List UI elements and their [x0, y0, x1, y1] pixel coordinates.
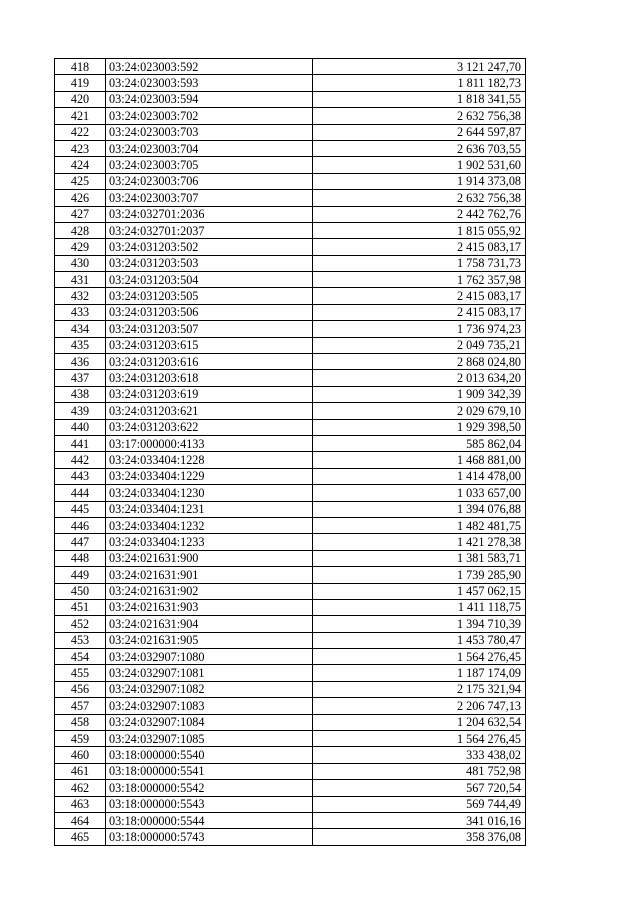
row-number-cell: 421: [55, 108, 106, 124]
row-number-cell: 424: [55, 157, 106, 173]
row-number-cell: 428: [55, 222, 106, 238]
table-row: [55, 534, 526, 550]
table-row: [55, 386, 526, 402]
cadastral-number-cell: 03:24:023003:703: [106, 124, 313, 140]
table-row: [55, 140, 526, 156]
cadastral-number-cell: 03:24:031203:618: [106, 370, 313, 386]
cadastral-number-cell: 03:24:033404:1233: [106, 534, 313, 550]
cadastral-number-cell: 03:24:031203:502: [106, 239, 313, 255]
row-number-cell: 444: [55, 485, 106, 501]
cadastral-number-cell: 03:24:031203:505: [106, 288, 313, 304]
table-row: [55, 616, 526, 632]
row-number-cell: 451: [55, 599, 106, 615]
cadastral-number-cell: 03:24:031203:622: [106, 419, 313, 435]
cadastral-number-cell: 03:24:033404:1230: [106, 485, 313, 501]
cadastral-value-cell: 3 121 247,70: [313, 59, 526, 75]
table-row: [55, 567, 526, 583]
cadastral-number-cell: 03:24:021631:900: [106, 550, 313, 566]
table-body: [55, 59, 526, 846]
row-number-cell: 418: [55, 59, 106, 75]
cadastral-value-cell: 341 016,16: [313, 812, 526, 828]
cadastral-value-cell: 569 744,49: [313, 796, 526, 812]
row-number-cell: 460: [55, 747, 106, 763]
row-number-cell: 431: [55, 272, 106, 288]
cadastral-number-cell: 03:24:031203:504: [106, 272, 313, 288]
row-number-cell: 426: [55, 190, 106, 206]
row-number-cell: 433: [55, 304, 106, 320]
table-row: [55, 354, 526, 370]
cadastral-value-cell: 2 644 597,87: [313, 124, 526, 140]
cadastral-value-cell: 1 033 657,00: [313, 485, 526, 501]
table-row: [55, 681, 526, 697]
cadastral-number-cell: 03:24:023003:593: [106, 75, 313, 91]
cadastral-number-cell: 03:24:021631:905: [106, 632, 313, 648]
cadastral-value-cell: 2 636 703,55: [313, 140, 526, 156]
row-number-cell: 454: [55, 649, 106, 665]
table-row: [55, 731, 526, 747]
table-row: [55, 190, 526, 206]
row-number-cell: 446: [55, 517, 106, 533]
row-number-cell: 420: [55, 91, 106, 107]
table-row: [55, 829, 526, 845]
cadastral-number-cell: 03:18:000000:5542: [106, 780, 313, 796]
row-number-cell: 442: [55, 452, 106, 468]
table-row: [55, 698, 526, 714]
row-number-cell: 455: [55, 665, 106, 681]
table-row: [55, 812, 526, 828]
cadastral-number-cell: 03:24:031203:507: [106, 321, 313, 337]
table-row: [55, 468, 526, 484]
cadastral-value-cell: 585 862,04: [313, 435, 526, 451]
cadastral-value-cell: 1 929 398,50: [313, 419, 526, 435]
cadastral-number-cell: 03:24:021631:903: [106, 599, 313, 615]
row-number-cell: 452: [55, 616, 106, 632]
table-row: [55, 255, 526, 271]
table-row: [55, 485, 526, 501]
cadastral-value-cell: 358 376,08: [313, 829, 526, 845]
cadastral-value-cell: 1 815 055,92: [313, 222, 526, 238]
cadastral-value-cell: 333 438,02: [313, 747, 526, 763]
row-number-cell: 458: [55, 714, 106, 730]
cadastral-value-cell: 2 632 756,38: [313, 108, 526, 124]
row-number-cell: 425: [55, 173, 106, 189]
cadastral-value-cell: 1 457 062,15: [313, 583, 526, 599]
table-row: [55, 763, 526, 779]
cadastral-number-cell: 03:18:000000:5544: [106, 812, 313, 828]
cadastral-number-cell: 03:18:000000:5543: [106, 796, 313, 812]
table-row: [55, 665, 526, 681]
table-row: [55, 206, 526, 222]
cadastral-value-cell: 1 187 174,09: [313, 665, 526, 681]
cadastral-value-cell: 481 752,98: [313, 763, 526, 779]
cadastral-number-cell: 03:24:032907:1082: [106, 681, 313, 697]
row-number-cell: 448: [55, 550, 106, 566]
cadastral-value-cell: 1 736 974,23: [313, 321, 526, 337]
cadastral-value-cell: 1 411 118,75: [313, 599, 526, 615]
cadastral-number-cell: 03:24:031203:619: [106, 386, 313, 402]
cadastral-number-cell: 03:24:032907:1085: [106, 731, 313, 747]
table-row: [55, 599, 526, 615]
row-number-cell: 447: [55, 534, 106, 550]
cadastral-number-cell: 03:24:032701:2037: [106, 222, 313, 238]
cadastral-value-cell: 1 482 481,75: [313, 517, 526, 533]
row-number-cell: 440: [55, 419, 106, 435]
cadastral-value-cell: 2 868 024,80: [313, 354, 526, 370]
cadastral-value-cell: 567 720,54: [313, 780, 526, 796]
row-number-cell: 430: [55, 255, 106, 271]
cadastral-number-cell: 03:24:021631:904: [106, 616, 313, 632]
cadastral-value-cell: 2 175 321,94: [313, 681, 526, 697]
table-row: [55, 403, 526, 419]
row-number-cell: 439: [55, 403, 106, 419]
row-number-cell: 450: [55, 583, 106, 599]
table-row: [55, 239, 526, 255]
cadastral-number-cell: 03:24:031203:616: [106, 354, 313, 370]
cadastral-value-cell: 1 394 076,88: [313, 501, 526, 517]
cadastral-value-cell: 2 442 762,76: [313, 206, 526, 222]
table-row: [55, 91, 526, 107]
cadastral-value-table: [54, 58, 526, 846]
row-number-cell: 462: [55, 780, 106, 796]
row-number-cell: 457: [55, 698, 106, 714]
cadastral-number-cell: 03:24:023003:702: [106, 108, 313, 124]
table-row: [55, 304, 526, 320]
row-number-cell: 438: [55, 386, 106, 402]
cadastral-number-cell: 03:24:032701:2036: [106, 206, 313, 222]
cadastral-number-cell: 03:24:031203:621: [106, 403, 313, 419]
table-row: [55, 435, 526, 451]
row-number-cell: 464: [55, 812, 106, 828]
table-row: [55, 337, 526, 353]
table-row: [55, 517, 526, 533]
table-row: [55, 419, 526, 435]
table-row: [55, 583, 526, 599]
cadastral-value-cell: 1 739 285,90: [313, 567, 526, 583]
cadastral-value-cell: 2 013 634,20: [313, 370, 526, 386]
cadastral-value-cell: 2 029 679,10: [313, 403, 526, 419]
cadastral-number-cell: 03:24:031203:615: [106, 337, 313, 353]
cadastral-value-cell: 1 762 357,98: [313, 272, 526, 288]
row-number-cell: 461: [55, 763, 106, 779]
row-number-cell: 423: [55, 140, 106, 156]
table-row: [55, 714, 526, 730]
table-row: [55, 157, 526, 173]
cadastral-number-cell: 03:24:023003:705: [106, 157, 313, 173]
table-row: [55, 370, 526, 386]
row-number-cell: 456: [55, 681, 106, 697]
table-row: [55, 288, 526, 304]
cadastral-number-cell: 03:24:033404:1232: [106, 517, 313, 533]
row-number-cell: 453: [55, 632, 106, 648]
cadastral-value-cell: 1 453 780,47: [313, 632, 526, 648]
cadastral-number-cell: 03:24:031203:506: [106, 304, 313, 320]
table-row: [55, 632, 526, 648]
row-number-cell: 422: [55, 124, 106, 140]
table-row: [55, 75, 526, 91]
row-number-cell: 465: [55, 829, 106, 845]
row-number-cell: 419: [55, 75, 106, 91]
table-row: [55, 747, 526, 763]
cadastral-number-cell: 03:24:032907:1081: [106, 665, 313, 681]
cadastral-number-cell: 03:24:023003:706: [106, 173, 313, 189]
cadastral-number-cell: 03:24:023003:592: [106, 59, 313, 75]
cadastral-value-cell: 1 564 276,45: [313, 649, 526, 665]
cadastral-value-cell: 2 415 083,17: [313, 288, 526, 304]
cadastral-number-cell: 03:24:033404:1228: [106, 452, 313, 468]
cadastral-value-cell: 1 381 583,71: [313, 550, 526, 566]
cadastral-value-cell: 1 564 276,45: [313, 731, 526, 747]
cadastral-value-cell: 1 394 710,39: [313, 616, 526, 632]
row-number-cell: 441: [55, 435, 106, 451]
cadastral-value-cell: 2 415 083,17: [313, 239, 526, 255]
cadastral-value-cell: 1 421 278,38: [313, 534, 526, 550]
cadastral-number-cell: 03:17:000000:4133: [106, 435, 313, 451]
cadastral-value-cell: 2 206 747,13: [313, 698, 526, 714]
cadastral-number-cell: 03:24:032907:1084: [106, 714, 313, 730]
cadastral-number-cell: 03:24:021631:901: [106, 567, 313, 583]
cadastral-value-cell: 1 811 182,73: [313, 75, 526, 91]
cadastral-value-cell: 2 049 735,21: [313, 337, 526, 353]
cadastral-number-cell: 03:24:021631:902: [106, 583, 313, 599]
row-number-cell: 427: [55, 206, 106, 222]
table-row: [55, 59, 526, 75]
cadastral-number-cell: 03:24:031203:503: [106, 255, 313, 271]
table-row: [55, 173, 526, 189]
cadastral-value-cell: 1 468 881,00: [313, 452, 526, 468]
table-row: [55, 796, 526, 812]
cadastral-value-cell: 1 909 342,39: [313, 386, 526, 402]
cadastral-number-cell: 03:18:000000:5540: [106, 747, 313, 763]
cadastral-number-cell: 03:18:000000:5743: [106, 829, 313, 845]
cadastral-number-cell: 03:18:000000:5541: [106, 763, 313, 779]
cadastral-value-cell: 1 758 731,73: [313, 255, 526, 271]
row-number-cell: 437: [55, 370, 106, 386]
cadastral-value-cell: 1 818 341,55: [313, 91, 526, 107]
cadastral-number-cell: 03:24:023003:707: [106, 190, 313, 206]
table-row: [55, 272, 526, 288]
row-number-cell: 459: [55, 731, 106, 747]
row-number-cell: 432: [55, 288, 106, 304]
row-number-cell: 434: [55, 321, 106, 337]
row-number-cell: 463: [55, 796, 106, 812]
cadastral-number-cell: 03:24:033404:1229: [106, 468, 313, 484]
table-row: [55, 649, 526, 665]
cadastral-value-cell: 2 415 083,17: [313, 304, 526, 320]
cadastral-number-cell: 03:24:032907:1080: [106, 649, 313, 665]
cadastral-value-cell: 2 632 756,38: [313, 190, 526, 206]
cadastral-value-cell: 1 414 478,00: [313, 468, 526, 484]
row-number-cell: 443: [55, 468, 106, 484]
cadastral-value-cell: 1 914 373,08: [313, 173, 526, 189]
row-number-cell: 445: [55, 501, 106, 517]
row-number-cell: 435: [55, 337, 106, 353]
cadastral-value-cell: 1 204 632,54: [313, 714, 526, 730]
table-row: [55, 780, 526, 796]
cadastral-number-cell: 03:24:023003:704: [106, 140, 313, 156]
table-row: [55, 222, 526, 238]
table-row: [55, 124, 526, 140]
cadastral-number-cell: 03:24:032907:1083: [106, 698, 313, 714]
cadastral-number-cell: 03:24:023003:594: [106, 91, 313, 107]
cadastral-number-cell: 03:24:033404:1231: [106, 501, 313, 517]
row-number-cell: 436: [55, 354, 106, 370]
table-row: [55, 452, 526, 468]
table-row: [55, 108, 526, 124]
row-number-cell: 429: [55, 239, 106, 255]
table-row: [55, 501, 526, 517]
table-row: [55, 321, 526, 337]
row-number-cell: 449: [55, 567, 106, 583]
cadastral-value-cell: 1 902 531,60: [313, 157, 526, 173]
table-row: [55, 550, 526, 566]
